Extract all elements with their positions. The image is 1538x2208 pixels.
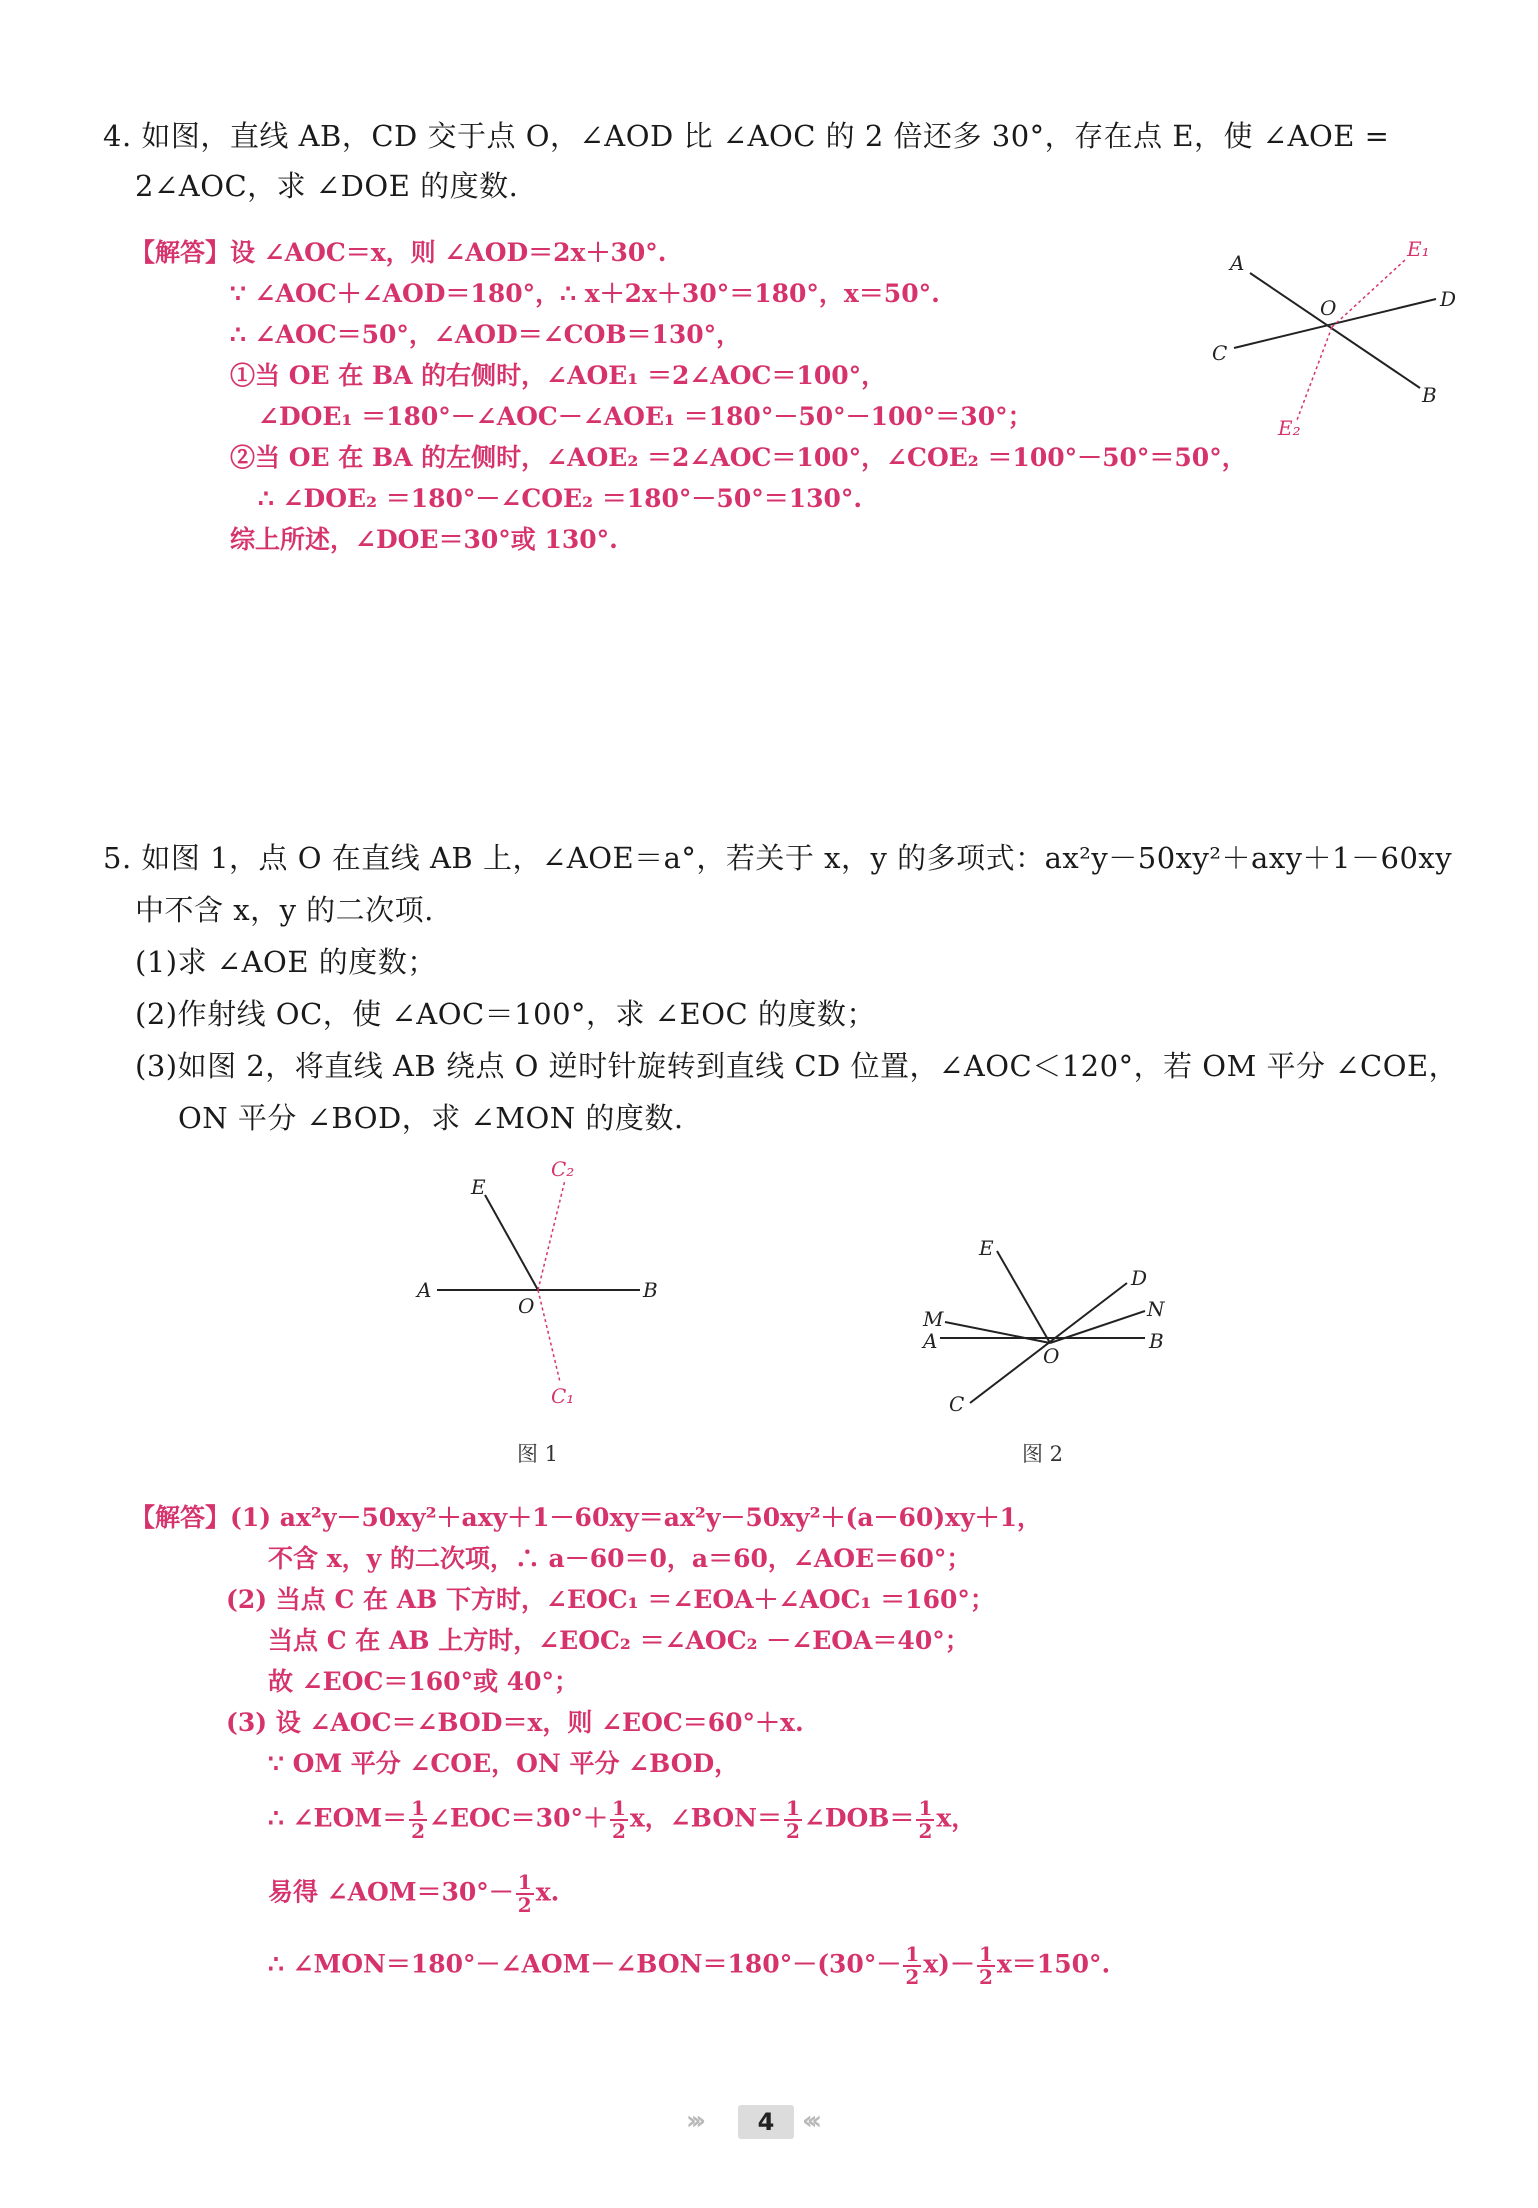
label-o: O [1320,296,1337,320]
q5-answer-line-2: 不含 x，y 的二次项，∴ a－60＝0，a＝60，∠AOE＝60°； [268,1544,972,1573]
page-number: 4 [738,2105,794,2139]
q5-line-6: ON 平分 ∠BOD，求 ∠MON 的度数. [178,1101,684,1135]
label-m: M [923,1307,944,1331]
q5-answer-label: 【解答】 [130,1503,231,1532]
q5-line-5: (3)如图 2，将直线 AB 绕点 O 逆时针旋转到直线 CD 位置，∠AOC＜120°，若 OM 平分 ∠COE， [135,1049,1459,1083]
q4-answer-line-7: ∴ ∠DOE₂ ＝180°－∠COE₂ ＝180°－50°＝130°. [258,484,863,513]
q5-line-3: (1)求 ∠AOE 的度数； [135,945,437,979]
fraction-half: $\frac{1}{2}$ [785,1796,800,1843]
ray-oc1 [538,1290,560,1382]
fraction-half: $\frac{1}{2}$ [517,1870,532,1917]
q5-line-4: (2)作射线 OC，使 ∠AOC＝100°，求 ∠EOC 的度数； [135,997,876,1031]
q5-equation-3: ∴ ∠MON＝180°－∠AOM－∠BON＝180°－(30°－ $\frac{1}{2}$ x)－ $\frac{1}{2}$ x＝150°. [268,1942,1111,1989]
label-c2: C₂ [551,1157,575,1181]
label-o: O [518,1294,535,1318]
q5-equation-2: 易得 ∠AOM＝30°－ $\frac{1}{2}$ x. [268,1870,560,1917]
ray-oe2 [1297,327,1332,420]
q4-line-2: 2∠AOC，求 ∠DOE 的度数. [135,169,519,203]
q5-figure-2 [905,1225,1185,1425]
q4-answer-label: 【解答】 [130,238,231,267]
label-d: D [1131,1266,1148,1290]
label-b: B [1149,1329,1164,1353]
label-o: O [1043,1344,1060,1368]
fig2-caption: 图 2 [1022,1442,1064,1466]
chevrons-left-icon: ‹‹‹ [802,2106,817,2136]
fraction-half: $\frac{1}{2}$ [611,1796,626,1843]
chevrons-right-icon: ››› [686,2106,701,2136]
q4-answer-line-6: ②当 OE 在 BA 的左侧时，∠AOE₂ ＝2∠AOC＝100°，∠COE₂ ＝100°－50°＝50°， [230,443,1247,472]
q5-answer-line-5: 故 ∠EOC＝160°或 40°； [268,1667,580,1696]
fig1-caption: 图 1 [517,1442,559,1466]
label-e1: E₁ [1407,237,1430,261]
label-e: E [979,1236,994,1260]
label-e2: E₂ [1278,416,1301,440]
q5-answer-line-6: (3) 设 ∠AOC＝∠BOD＝x，则 ∠EOC＝60°＋x. [226,1708,804,1737]
label-d: D [1440,287,1457,311]
q4-answer-line-8: 综上所述，∠DOE＝30°或 130°. [230,525,618,554]
fraction-half: $\frac{1}{2}$ [905,1942,920,1989]
label-a: A [1230,251,1245,275]
line-ab [1250,273,1420,388]
ray-oe1 [1332,260,1405,327]
q4-answer-line-4: ①当 OE 在 BA 的右侧时，∠AOE₁ ＝2∠AOC＝100°， [230,361,887,390]
fraction-half: $\frac{1}{2}$ [918,1796,933,1843]
q4-answer-line-5: ∠DOE₁ ＝180°－∠AOC－∠AOE₁ ＝180°－50°－100°＝30°； [258,402,1033,431]
q5-line-1: 5. 如图 1，点 O 在直线 AB 上，∠AOE＝a°，若关于 x，y 的多项式：ax²y－50xy²＋axy＋1－60xy [103,841,1453,875]
label-b: B [1422,383,1437,407]
q5-equation-1: ∴ ∠EOM＝ $\frac{1}{2}$ ∠EOC＝30°＋ $\frac{1}{2}$ x，∠BON＝ $\frac{1}{2}$ ∠DOB＝ $\frac{1}{2}$ x， [268,1796,977,1843]
q5-answer-line-3: (2) 当点 C 在 AB 下方时，∠EOC₁ ＝∠EOA＋∠AOC₁ ＝160°； [226,1585,995,1614]
label-a: A [923,1329,938,1353]
q4-line-1: 4. 如图，直线 AB，CD 交于点 O，∠AOD 比 ∠AOC 的 2 倍还多 30°，存在点 E，使 ∠AOE = [103,119,1390,153]
q4-figure [1200,230,1500,460]
q4-answer-line-1: 【解答】设 ∠AOC＝x，则 ∠AOD＝2x＋30°. [130,238,667,267]
q5-line-2: 中不含 x，y 的二次项. [135,893,434,927]
label-c: C [949,1392,965,1416]
q5-answer-line-7: ∵ OM 平分 ∠COE，ON 平分 ∠BOD， [268,1749,740,1778]
ray-om [945,1322,1050,1343]
ray-oe [997,1251,1050,1343]
page-number-footer [686,2103,856,2143]
ray-oe [485,1195,538,1290]
label-b: B [643,1278,658,1302]
q5-answer-line-1: 【解答】(1) ax²y－50xy²＋axy＋1－60xy＝ax²y－50xy²＋(a－60)xy＋1， [130,1503,1042,1532]
ray-oc2 [538,1180,565,1290]
label-n: N [1147,1297,1165,1321]
label-e: E [471,1175,486,1199]
label-c1: C₁ [551,1384,575,1408]
label-a: A [417,1278,432,1302]
q5-figure-1 [405,1157,675,1420]
q4-answer-line-3: ∴ ∠AOC＝50°，∠AOD＝∠COB＝130°， [230,320,742,349]
label-c: C [1212,341,1228,365]
q5-answer-line-4: 当点 C 在 AB 上方时，∠EOC₂ ＝∠AOC₂ －∠EOA＝40°； [268,1626,970,1655]
q4-answer-line-2: ∵ ∠AOC＋∠AOD＝180°，∴ x＋2x＋30°＝180°，x＝50°. [230,279,940,308]
fraction-half: $\frac{1}{2}$ [978,1942,993,1989]
fraction-half: $\frac{1}{2}$ [411,1796,425,1843]
